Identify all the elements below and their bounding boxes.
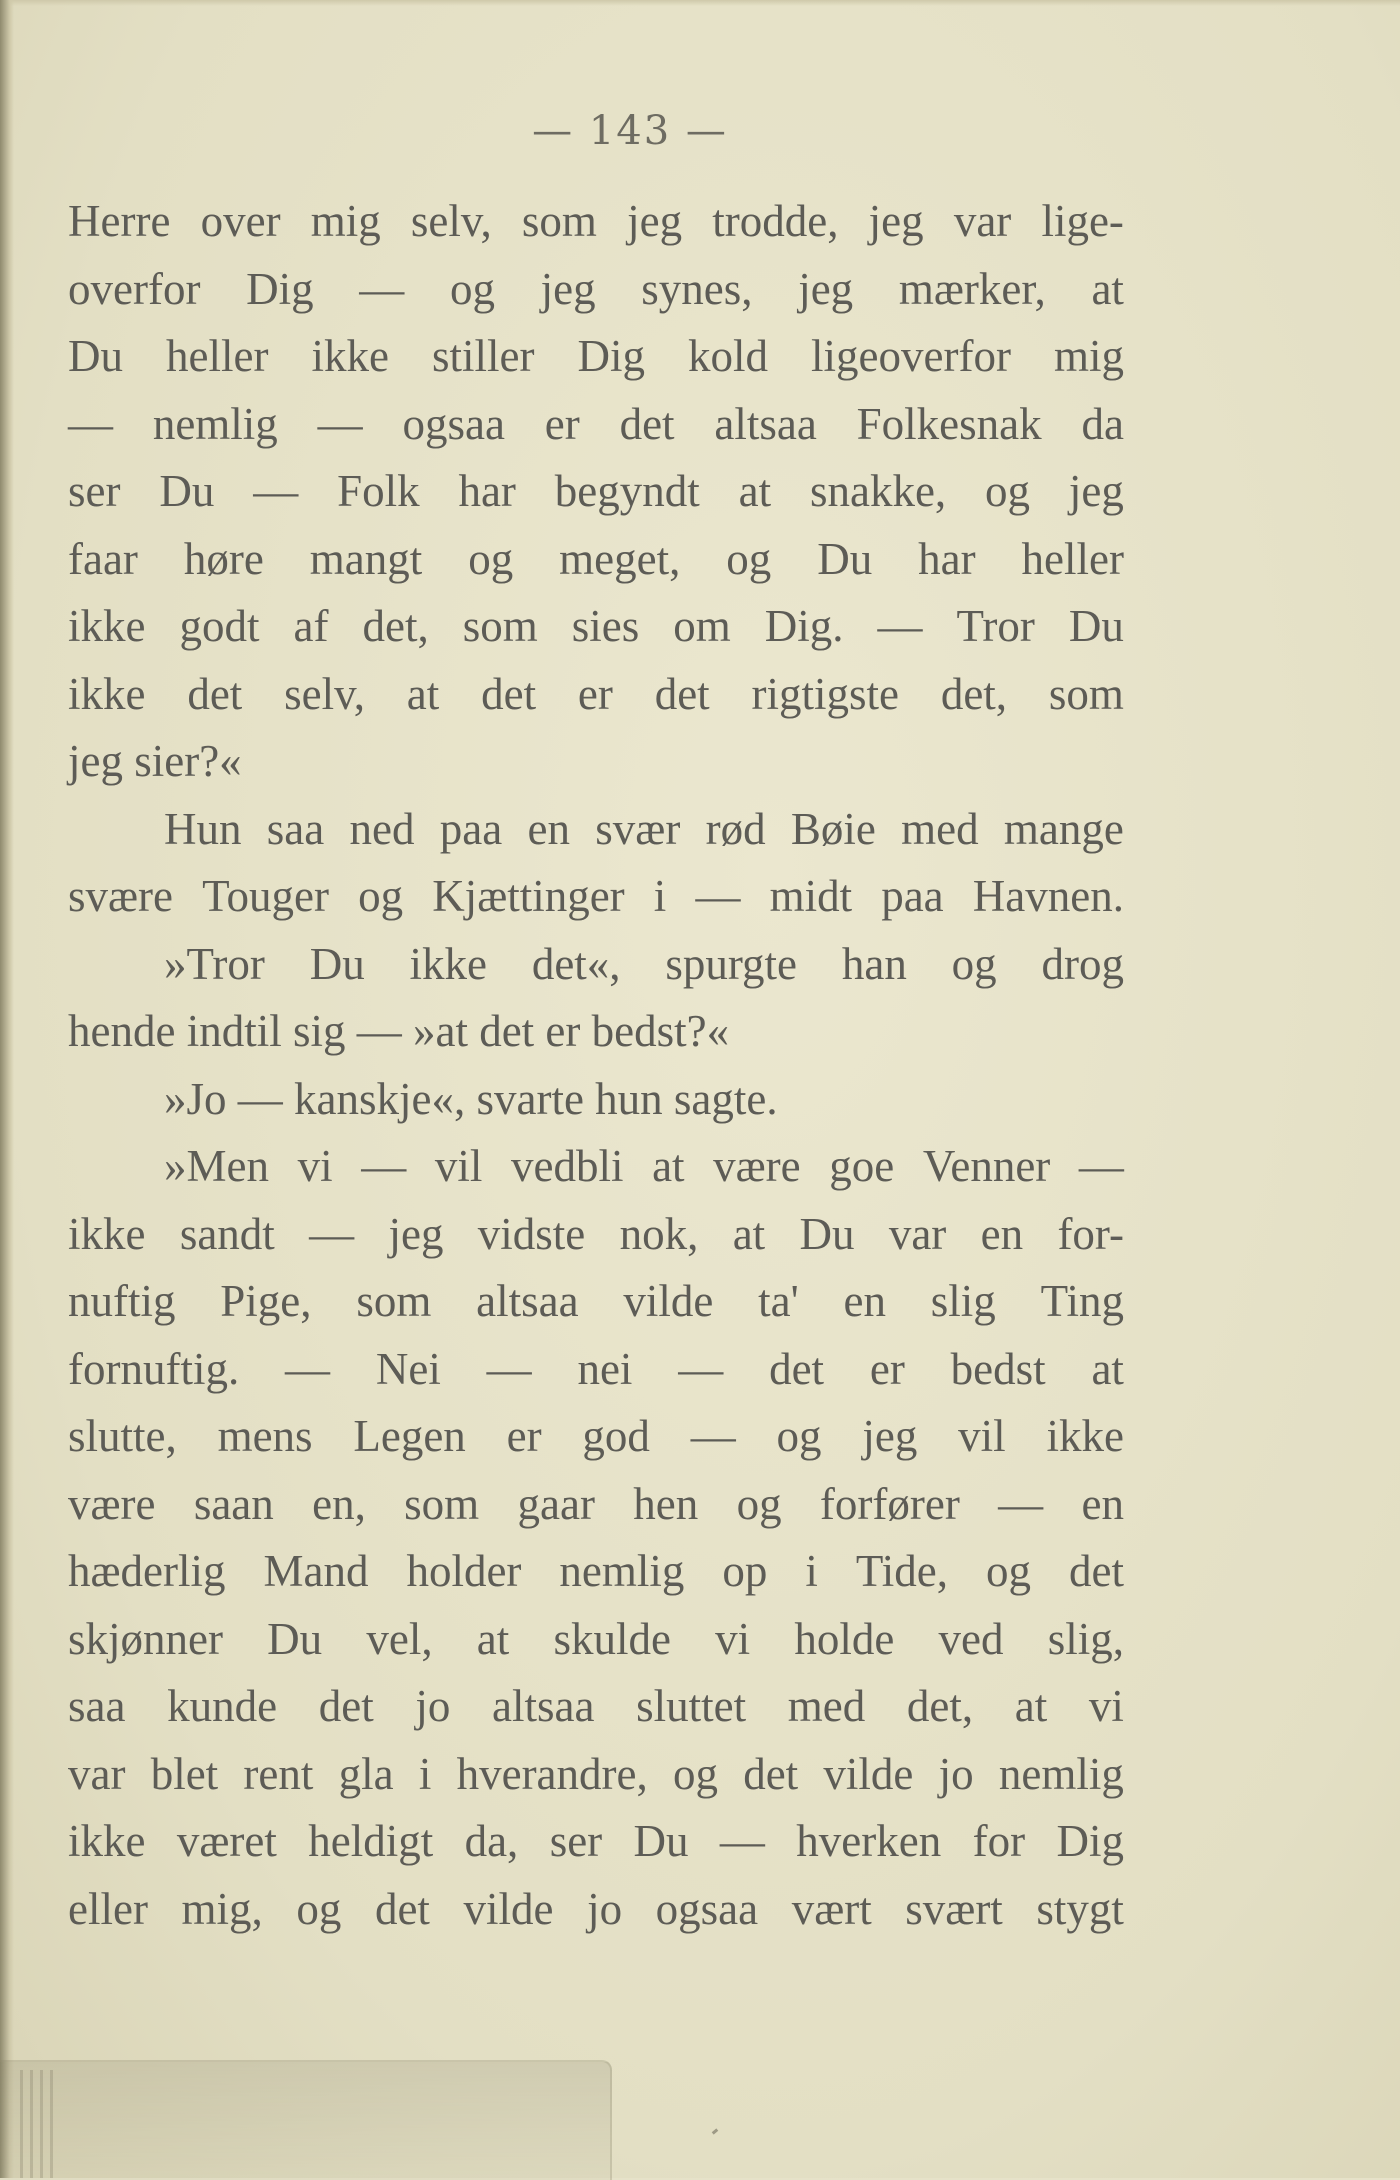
text-word: vilde (463, 1883, 554, 1934)
text-word: — (690, 1411, 736, 1461)
text-word: svært (905, 1883, 1003, 1934)
text-word: »Men (164, 1141, 269, 1191)
text-word: — (361, 1141, 407, 1191)
text-word: Pige, (220, 1276, 312, 1326)
text-word: at (476, 1613, 510, 1664)
text-word: som (356, 1276, 432, 1326)
text-line (68, 1133, 1124, 1201)
text-word: mig (1053, 331, 1124, 381)
text-word: gaar (517, 1478, 595, 1529)
text-word: ogsaa (655, 1883, 759, 1934)
text-line-content: jeg sier?« (68, 736, 242, 786)
text-word: det, (906, 1681, 974, 1731)
text-word: slutte, (68, 1411, 177, 1461)
text-word: blet (150, 1748, 219, 1799)
text-word: heller (166, 331, 269, 381)
text-line (68, 256, 1124, 324)
text-word: selv, (410, 196, 492, 246)
text-line (68, 1876, 1124, 1944)
text-word: det (481, 668, 537, 719)
text-word: rød (705, 803, 766, 854)
text-word: mangt (309, 533, 423, 584)
text-word: altsaa (492, 1681, 595, 1731)
text-word: vi (1088, 1681, 1124, 1731)
text-word: vedbli (510, 1141, 624, 1191)
text-word: Legen (353, 1411, 466, 1461)
text-word: ikke (68, 1208, 146, 1259)
text-word: begyndt (554, 466, 700, 516)
text-word: ikke (409, 938, 487, 989)
text-word: en (1081, 1478, 1124, 1529)
text-word: over (200, 196, 281, 246)
text-word: midt (769, 871, 853, 921)
text-line (68, 863, 1124, 931)
text-word: trodde, (712, 196, 839, 246)
text-word: heller (1021, 533, 1124, 584)
text-word: — (317, 398, 363, 449)
text-word: en (843, 1276, 886, 1326)
text-word: det (318, 1681, 374, 1731)
text-word: af (293, 601, 329, 651)
text-word: og (726, 533, 772, 584)
text-word: nemlig (559, 1546, 685, 1596)
text-word: har (458, 466, 516, 516)
text-line (68, 526, 1124, 594)
text-word: med (787, 1681, 866, 1731)
text-word: nok, (619, 1208, 699, 1259)
text-word: saa (266, 803, 325, 854)
text-word: jeg (798, 263, 854, 314)
text-word: vil (434, 1141, 483, 1191)
text-word: jeg (868, 196, 924, 246)
text-word: rent (243, 1748, 314, 1799)
text-word: gla (338, 1748, 394, 1799)
text-word: kold (687, 331, 768, 381)
text-line (68, 323, 1124, 391)
text-word: Du (633, 1816, 689, 1866)
text-line (68, 1741, 1124, 1809)
text-word: er (869, 1343, 905, 1394)
text-word: det (374, 1883, 430, 1934)
scan-artifact (0, 2060, 612, 2180)
text-word: ligeoverfor (811, 331, 1011, 381)
text-line (68, 1606, 1124, 1674)
text-word: været (176, 1816, 277, 1866)
text-word: for (972, 1816, 1026, 1866)
text-word: ikke (311, 331, 389, 381)
text-word: god (582, 1411, 650, 1461)
text-word: svær (595, 803, 681, 854)
text-word: — (719, 1816, 765, 1866)
text-word: op (722, 1546, 768, 1596)
text-word: bedst (950, 1343, 1046, 1394)
text-word: var (888, 1208, 947, 1259)
text-word: jeg (862, 1411, 918, 1461)
text-word: være (713, 1141, 801, 1191)
text-word: det, (940, 668, 1008, 719)
text-word: eller (68, 1883, 148, 1934)
text-word: Nei (375, 1343, 441, 1394)
text-word: vi (297, 1141, 333, 1191)
text-word: og (985, 466, 1031, 516)
text-word: hverken (796, 1816, 942, 1866)
text-line (68, 1336, 1124, 1404)
text-line (68, 593, 1124, 661)
text-word: at (406, 668, 440, 719)
text-word: overfor (68, 263, 201, 314)
text-word: jo (938, 1748, 974, 1799)
text-line (68, 1403, 1124, 1471)
text-word: paa (439, 803, 503, 854)
text-word: Ting (1040, 1276, 1124, 1326)
text-word: Dig (246, 263, 314, 314)
text-word: jeg (627, 196, 683, 246)
text-word: i (805, 1546, 818, 1596)
text-word: ta' (758, 1276, 799, 1326)
text-line (68, 931, 1124, 999)
text-word: Venner (922, 1141, 1051, 1191)
page-binding-shadow (0, 0, 14, 2178)
text-word: Havnen. (972, 871, 1124, 921)
text-word: saa (68, 1681, 126, 1731)
text-word: jeg (388, 1208, 444, 1259)
text-word: — (285, 1343, 331, 1394)
text-word: Du (267, 1613, 323, 1664)
page-top-edge (0, 0, 1400, 6)
text-line (68, 1201, 1124, 1269)
text-word: Herre (68, 196, 171, 246)
text-line (68, 1538, 1124, 1606)
text-word: var (68, 1748, 126, 1799)
text-word: som (462, 601, 538, 651)
text-word: og (776, 1411, 822, 1461)
text-word: ikke (68, 1816, 146, 1866)
text-word: Tror (956, 601, 1035, 651)
text-word: altsaa (714, 398, 817, 449)
text-word: ned (349, 803, 415, 854)
text-word: jeg (1068, 466, 1124, 516)
text-word: vidste (477, 1208, 586, 1259)
text-word: Du (309, 938, 365, 989)
text-word: synes, (641, 263, 753, 314)
text-word: skulde (553, 1613, 671, 1664)
text-word: og (672, 1748, 718, 1799)
text-word: meget, (559, 533, 681, 584)
text-word: vært (791, 1883, 872, 1934)
text-word: Mand (263, 1546, 369, 1596)
text-word: godt (179, 601, 260, 651)
text-line-content: hende indtil sig — »at det er bedst?« (68, 1006, 730, 1056)
text-word: Touger (202, 871, 329, 921)
text-word: spurgte (665, 938, 798, 989)
text-line (68, 1268, 1124, 1336)
text-word: være (68, 1478, 156, 1529)
text-word: og (449, 263, 495, 314)
text-word: høre (183, 533, 264, 584)
text-word: heldigt (308, 1816, 434, 1866)
text-word: en (527, 803, 571, 854)
text-word: mig (310, 196, 381, 246)
text-word: som (404, 1478, 480, 1529)
text-word: hverandre, (456, 1748, 648, 1799)
text-word: vilde (623, 1276, 714, 1326)
text-line (68, 1808, 1124, 1876)
text-word: og (985, 1546, 1031, 1596)
text-word: Du (159, 466, 215, 516)
text-word: Dig (577, 331, 645, 381)
text-word: at (732, 1208, 766, 1259)
text-word: vel, (366, 1613, 433, 1664)
text-word: — (68, 398, 113, 449)
text-word: slig, (1047, 1613, 1124, 1664)
text-word: det (743, 1748, 799, 1799)
text-word: jo (415, 1681, 451, 1731)
text-word: det (187, 668, 243, 719)
text-word: nuftig (68, 1276, 176, 1326)
text-word: vilde (823, 1748, 914, 1799)
text-word: hæderlig (68, 1546, 226, 1596)
text-word: Folk (337, 466, 420, 516)
text-word: at (1091, 263, 1124, 314)
page-number: — 143 — (532, 108, 728, 154)
text-word: forfører (819, 1478, 960, 1529)
text-word: og (468, 533, 514, 584)
text-line (68, 661, 1124, 729)
text-line (68, 1066, 1124, 1134)
text-word: mig, (181, 1883, 263, 1934)
text-line (68, 728, 1124, 796)
text-word: og (736, 1478, 782, 1529)
text-word: en, (312, 1478, 366, 1529)
text-word: han (841, 938, 907, 989)
text-word: en (980, 1208, 1024, 1259)
text-line (68, 458, 1124, 526)
text-word: i (653, 871, 667, 921)
text-word: det (769, 1343, 825, 1394)
text-word: mens (217, 1411, 313, 1461)
text-word: nemlig (152, 398, 278, 449)
text-line-content: »Jo — kanskje«, svarte hun sagte. (164, 1073, 778, 1124)
text-word: Hun (164, 803, 242, 854)
paper-speck (712, 2128, 719, 2134)
text-word: saan (193, 1478, 274, 1529)
text-word: Du (68, 331, 123, 381)
text-word: sluttet (636, 1681, 747, 1731)
text-word: og (358, 871, 404, 921)
text-word: og (296, 1883, 342, 1934)
text-word: Tide, (855, 1546, 948, 1596)
text-word: ikke (68, 668, 146, 719)
text-word: at (1091, 1343, 1124, 1394)
text-line (68, 1673, 1124, 1741)
text-word: faar (68, 533, 138, 584)
text-word: svære (68, 871, 173, 921)
text-word: — (695, 871, 741, 921)
text-word: ikke (68, 601, 146, 651)
text-word: — (486, 1343, 532, 1394)
text-word: som (1048, 668, 1124, 719)
text-word: Dig. (764, 601, 844, 651)
text-word: for- (1057, 1208, 1124, 1259)
text-word: Du (817, 533, 873, 584)
text-word: mærker, (898, 263, 1046, 314)
text-word: det (654, 668, 710, 719)
text-word: ser (68, 466, 121, 516)
text-line (68, 391, 1124, 459)
text-word: vil (958, 1411, 1006, 1461)
text-word: Bøie (790, 803, 876, 854)
text-line (68, 998, 1124, 1066)
text-word: — (877, 601, 923, 651)
text-word: om (673, 601, 731, 651)
text-word: sandt (179, 1208, 275, 1259)
text-word: at (652, 1141, 685, 1191)
text-word: goe (829, 1141, 895, 1191)
text-line (68, 188, 1124, 256)
text-word: nemlig (998, 1748, 1124, 1799)
text-word: er (577, 668, 613, 719)
text-word: — (359, 263, 405, 314)
text-word: selv, (284, 668, 365, 719)
text-word: lige- (1041, 196, 1124, 246)
text-word: at (1014, 1681, 1048, 1731)
text-word: det, (362, 601, 429, 651)
text-word: — (1078, 1141, 1124, 1191)
text-word: slig (930, 1276, 996, 1326)
body-text (68, 188, 1124, 1943)
text-word: sies (571, 601, 640, 651)
text-word: — (998, 1478, 1044, 1529)
text-word: mange (1003, 803, 1124, 854)
text-word: i (418, 1748, 432, 1799)
text-word: kunde (167, 1681, 278, 1731)
text-word: det (1068, 1546, 1124, 1596)
text-word: har (918, 533, 976, 584)
text-word: nei (577, 1343, 633, 1394)
text-word: — (309, 1208, 355, 1259)
text-word: med (901, 803, 979, 854)
text-word: ikke (1046, 1411, 1124, 1461)
text-word: snakke, (809, 466, 947, 516)
text-word: er (544, 398, 580, 449)
text-word: — (253, 466, 299, 516)
text-word: holde (794, 1613, 895, 1664)
text-word: fornuftig. (68, 1343, 240, 1394)
text-word: vi (715, 1613, 751, 1664)
text-word: og (951, 938, 997, 989)
text-word: — (678, 1343, 724, 1394)
text-word: ogsaa (402, 398, 505, 449)
text-word: som (521, 196, 597, 246)
text-line (68, 796, 1124, 864)
text-word: ser (549, 1816, 603, 1866)
text-word: stygt (1036, 1883, 1124, 1934)
text-word: Kjættinger (432, 871, 625, 921)
text-line (68, 1471, 1124, 1539)
text-word: det«, (531, 938, 621, 989)
text-word: ved (938, 1613, 1004, 1664)
text-word: det (619, 398, 675, 449)
text-word: at (738, 466, 772, 516)
text-word: altsaa (476, 1276, 579, 1326)
text-word: holder (406, 1546, 522, 1596)
text-word: skjønner (68, 1613, 223, 1664)
text-word: »Tror (164, 938, 265, 989)
text-word: Folkesnak (856, 398, 1042, 449)
text-word: jo (587, 1883, 623, 1934)
text-word: var (953, 196, 1012, 246)
text-word: er (506, 1411, 542, 1461)
text-word: paa (881, 871, 944, 921)
text-word: drog (1041, 938, 1124, 989)
text-word: stiller (431, 331, 535, 381)
scan-artifact-lines (20, 2070, 60, 2178)
text-word: Du (799, 1208, 855, 1259)
text-word: rigtigste (751, 668, 899, 719)
text-word: hen (633, 1478, 699, 1529)
text-word: Dig (1056, 1816, 1124, 1866)
text-word: da, (464, 1816, 519, 1866)
text-word: da (1081, 398, 1124, 449)
text-word: jeg (540, 263, 596, 314)
text-word: Du (1068, 601, 1124, 651)
